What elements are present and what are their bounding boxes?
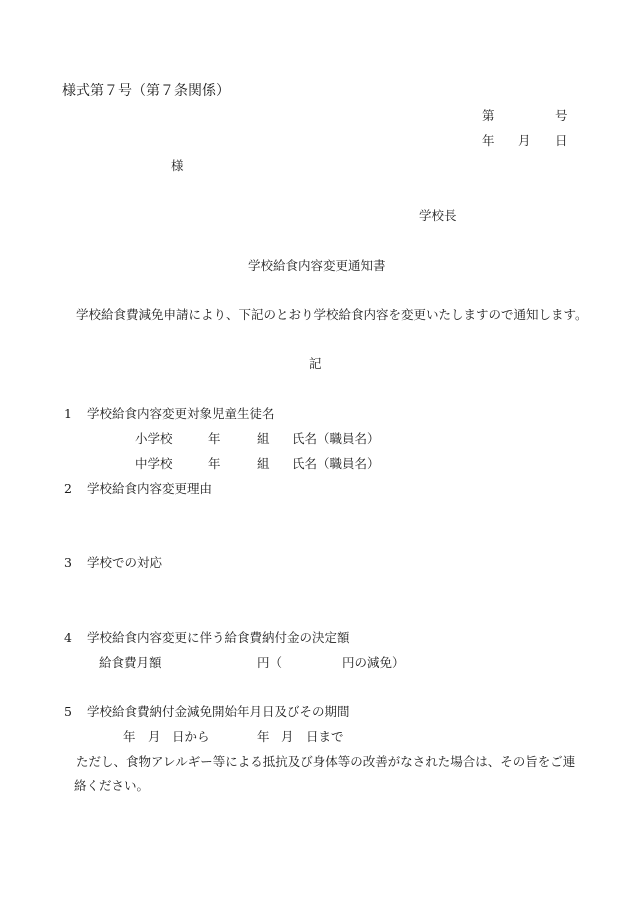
note-line-1: ただし、食物アレルギー等による抵抗及び身体等の改善がなされた場合は、その旨をご連 xyxy=(76,754,576,769)
student-row-2-year: 年 xyxy=(208,456,221,471)
note-line-2: 絡ください。 xyxy=(74,778,150,793)
section-4-number: 4 xyxy=(64,630,72,645)
intro-text: 学校給食費減免申請により、下記のとおり学校給食内容を変更いたしますので通知します。 xyxy=(76,307,588,322)
period-to-month: 月 xyxy=(281,729,294,744)
student-row-2-class: 組 xyxy=(257,456,270,471)
date-year: 年 xyxy=(482,133,495,148)
section-1-label: 学校給食内容変更対象児童生徒名 xyxy=(87,406,275,421)
fee-reduction: 円の減免） xyxy=(342,655,405,670)
student-row-2-school: 中学校 xyxy=(135,456,173,471)
student-row-1-name: 氏名（職員名） xyxy=(292,431,380,446)
section-2-label: 学校給食内容変更理由 xyxy=(87,481,213,496)
doc-number-suffix: 号 xyxy=(555,108,568,123)
period-from-month: 月 xyxy=(148,729,161,744)
period-from-year: 年 xyxy=(123,729,136,744)
addressee-honorific: 様 xyxy=(171,158,184,173)
section-2-number: 2 xyxy=(64,481,72,496)
form-label: 様式第７号（第７条関係） xyxy=(62,83,230,99)
sender: 学校長 xyxy=(419,208,457,223)
fee-label: 給食費月額 xyxy=(99,655,162,670)
date-day: 日 xyxy=(555,133,568,148)
section-4-label: 学校給食内容変更に伴う給食費納付金の決定額 xyxy=(87,630,350,645)
ki-marker: 記 xyxy=(309,356,322,371)
student-row-2-name: 氏名（職員名） xyxy=(292,456,380,471)
section-5-number: 5 xyxy=(64,704,72,719)
period-to-day: 日まで xyxy=(306,729,344,744)
fee-yen: 円（ xyxy=(257,655,283,670)
document-title: 学校給食内容変更通知書 xyxy=(248,258,386,273)
section-3-label: 学校での対応 xyxy=(87,555,163,570)
section-3-number: 3 xyxy=(64,555,72,570)
section-5-label: 学校給食費納付金減免開始年月日及びその期間 xyxy=(87,704,350,719)
section-1-number: 1 xyxy=(64,406,72,421)
period-to-year: 年 xyxy=(257,729,270,744)
date-month: 月 xyxy=(518,133,531,148)
student-row-1-year: 年 xyxy=(208,431,221,446)
student-row-1-school: 小学校 xyxy=(135,431,173,446)
student-row-1-class: 組 xyxy=(257,431,270,446)
period-from-day: 日から xyxy=(172,729,210,744)
doc-number-prefix: 第 xyxy=(482,108,495,123)
